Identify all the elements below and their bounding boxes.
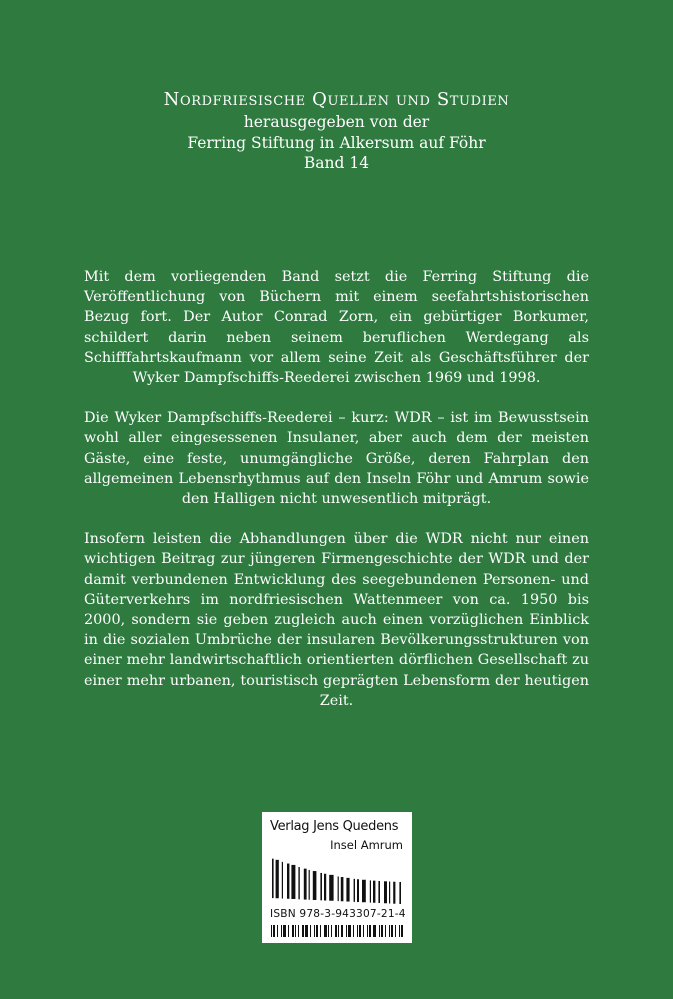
logo-bar [304, 869, 307, 900]
barcode-bar [399, 925, 400, 937]
barcode-bar [348, 925, 351, 937]
logo-bar [373, 881, 375, 903]
barcode-bar [292, 925, 294, 937]
logo-bar [282, 862, 283, 899]
barcode-bar [271, 925, 272, 937]
blurb-text [84, 267, 589, 731]
barcode-bar [341, 925, 343, 937]
publisher-place: Insel Amrum [330, 838, 403, 852]
series-title: Nordfriesische Quellen und Studien [163, 89, 510, 110]
logo-bar [287, 864, 289, 899]
logo-bar [393, 882, 395, 904]
barcode-bar [310, 925, 311, 937]
barcode-bar [314, 925, 315, 937]
barcode-bar [277, 925, 278, 937]
barcode-bar [295, 925, 296, 937]
barcode-bar [331, 925, 332, 937]
logo-bar [378, 881, 380, 903]
publisher-name: Verlag Jens Quedens [270, 819, 399, 834]
blurb-paragraph-3: Insofern leisten die Abhandlungen über die WDR nicht nur einen wichtigen Beitrag zur jüngeren Firmengeschichte der WDR und der damit verbundenen Entwicklung des seegebundenen Personen- und Güterverkehrs im nordfriesischen Wattenmeer von ca. 1950 bis 2000, sondern sie geben zugleich auch einen vorzüglichen Einblick in die sozialen Umbrüche der insularen Bevölkerungsstrukturen von einer mehr landwirtschaftlich orientierten dörflichen Gesellschaft zu einer mehr urbanen, touristisch geprägten Lebensform der heutigen Zeit. [84, 531, 589, 709]
logo-bar [276, 860, 279, 898]
barcode-bar [373, 925, 376, 937]
barcode-bar [324, 925, 327, 937]
barcode-bar [359, 925, 361, 937]
barcode-bar [328, 925, 329, 937]
logo-bar [370, 880, 371, 902]
isbn-number: ISBN 978-3-943307-21-4 [270, 908, 406, 920]
barcode-bar [391, 925, 393, 937]
barcode-bar [302, 925, 304, 937]
series-editor-line: herausgegeben von der [243, 113, 430, 131]
barcode-bar [346, 925, 347, 937]
barcode-bar [283, 925, 286, 937]
barcode-bar [298, 925, 299, 937]
barcode-bar [288, 925, 289, 937]
barcode-bar [281, 925, 282, 937]
logo-bar [384, 881, 387, 903]
logo-bar [320, 873, 322, 900]
series-volume: Band 14 [303, 154, 370, 172]
logo-bar [272, 859, 274, 898]
logo-bar [324, 874, 326, 901]
logo-bar [291, 865, 295, 899]
logo-bar [298, 867, 299, 899]
barcode-icon [270, 925, 404, 937]
logo-bar [338, 876, 339, 901]
barcode-bar [305, 925, 308, 937]
blurb-paragraph-2: Die Wyker Dampfschiffs-Reederei – kurz: WDR – ist im Bewusstsein wohl aller eingesessenen Insulaner, aber auch dem der meisten Gäste, eine feste, unumgängliche Größe, deren Fahrplan den allgemeinen Lebensrhythmus auf den Inseln Föhr und Amrum sowie den Halligen nicht unwesentlich mitprägt. [84, 410, 589, 508]
series-header [0, 88, 673, 174]
logo-bar [389, 882, 390, 904]
barcode-bar [379, 925, 380, 937]
barcode-bar [338, 925, 339, 937]
publisher-box [262, 812, 412, 943]
logo-bar [309, 870, 310, 900]
barcode-bar [353, 925, 354, 937]
barcode-bar [385, 925, 386, 937]
barcode-bar [381, 925, 383, 937]
series-foundation-line: Ferring Stiftung in Alkersum auf Föhr [187, 133, 486, 152]
logo-bar [346, 878, 349, 902]
publisher-logo-icon [270, 852, 404, 908]
barcode-bar [395, 925, 396, 937]
barcode-bar [273, 925, 275, 937]
barcode-bar [367, 925, 368, 937]
barcode-bar [389, 925, 390, 937]
logo-bar [399, 882, 401, 904]
barcode-bar [335, 925, 337, 937]
barcode-bar [357, 925, 358, 937]
blurb-paragraph-1: Mit dem vorliegenden Band setzt die Ferring Stiftung die Veröffentlichung von Büchern mit einem seefahrtshistorischen Bezug fort. Der Autor Conrad Zorn, ein gebürtiger Borkumer, schildert darin neben seinem beruflichen Werdegang als Schifffahrtskaufmann vor allem seine Zeit als Geschäftsführer der Wyker Dampfschiffs-Reederei zwischen 1969 und 1998. [84, 269, 589, 387]
logo-bar [354, 879, 355, 902]
logo-bar [313, 871, 317, 900]
logo-bar [341, 877, 344, 901]
barcode-bar [320, 925, 321, 937]
logo-bar [329, 875, 333, 901]
barcode-bar [369, 925, 371, 937]
barcode-bar [363, 925, 364, 937]
barcode-bar [401, 925, 403, 937]
logo-bar [357, 879, 359, 902]
barcode-bar [316, 925, 318, 937]
logo-bar [362, 880, 366, 902]
